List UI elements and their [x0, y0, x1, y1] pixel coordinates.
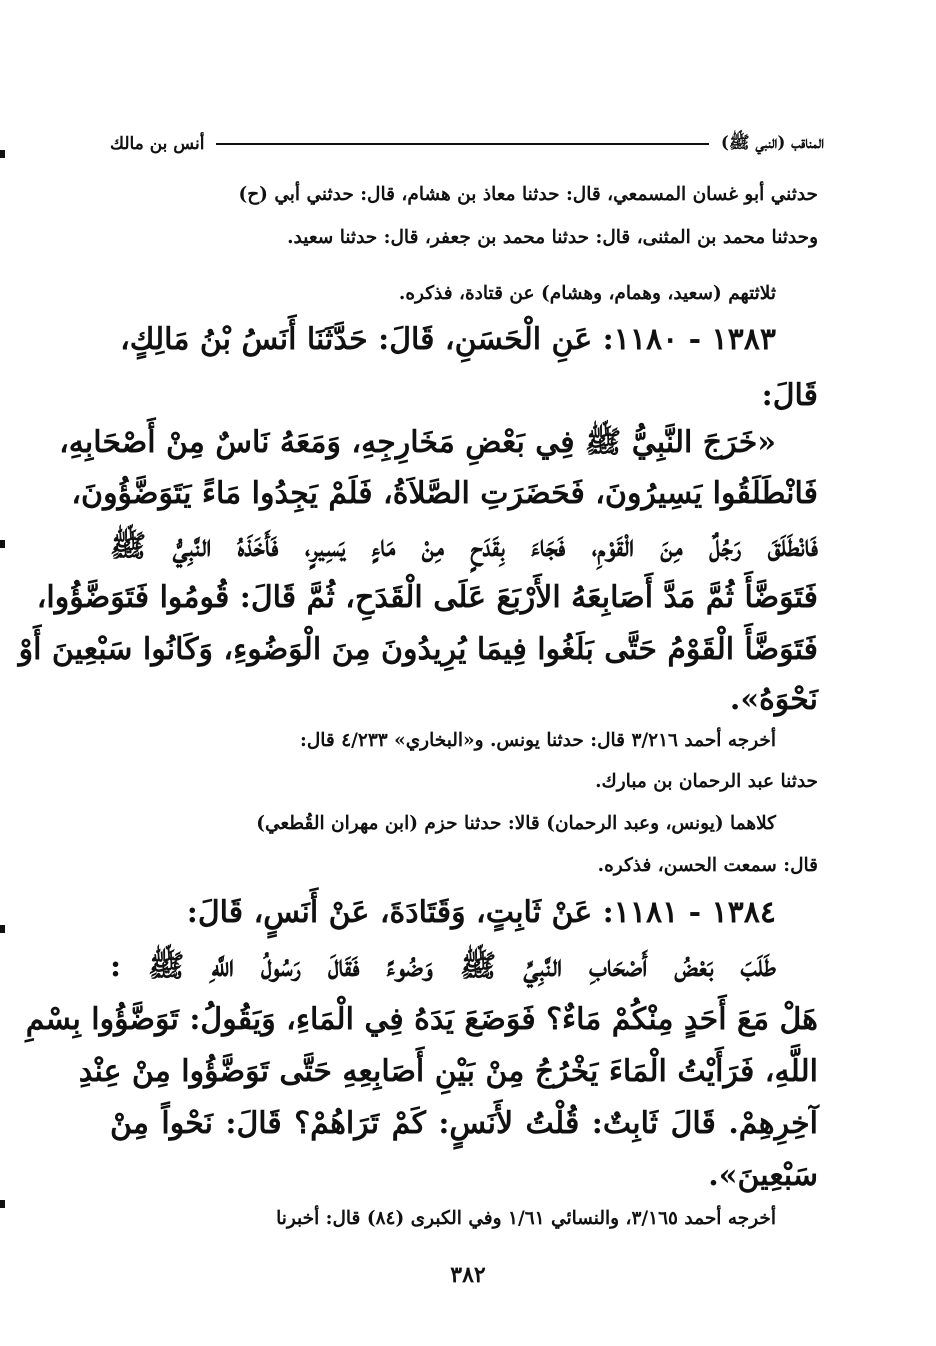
- hadith-line: قَالَ:: [761, 378, 818, 413]
- page-number: ٣٨٢: [450, 1262, 486, 1288]
- takhrij-line: قال: سمعت الحسن، فذكره.: [597, 855, 818, 876]
- hadith-line: فَتَوَضَّأَ الْقَوْمُ حَتَّى بَلَغُوا فِيمَا يُرِيدُونَ مِنَ الْوَضُوءِ، وَكَانُوا سَبْعِينَ أَوْ: [18, 632, 818, 667]
- hadith-line: فَتَوَضَّأَ ثُمَّ مَدَّ أَصَابِعَهُ الأَرْبَعَ عَلَى الْقَدَحِ، ثُمَّ قَالَ: قُومُوا فَتَوَضَّؤُوا،: [36, 580, 818, 615]
- takhrij-line: أخرجه أحمد ٣/٢١٦ قال: حدثنا يونس. و«البخاري» ٤/٢٣٣ قال:: [299, 730, 776, 751]
- hadith-heading: ١٣٨٣ - ١١٨٠: عَنِ الْحَسَنِ، قَالَ: حَدَّثَنَا أَنَسُ بْنُ مَالِكٍ،: [120, 322, 776, 357]
- header-chapter-title: أنس بن مالك: [110, 134, 205, 154]
- hadith-line: طَلَبَ بَعْضُ أَصْحَابِ النَّبِيِّ ﷺ وَضُوءً فَقَالَ رَسُولُ اللَّهِ ﷺ :: [110, 949, 776, 984]
- scan-edge-mark: [0, 925, 5, 933]
- header-rule: [216, 143, 708, 145]
- hadith-line: فَانْطَلَقُوا يَسِيرُونَ، فَحَضَرَتِ الصَّلاَةُ، فَلَمْ يَجِدُوا مَاءً يَتَوَضَّؤُونَ،: [71, 476, 818, 511]
- isnad-line: ثلاثتهم (سعيد، وهمام، وهشام) عن قتادة، فذكره.: [398, 283, 776, 304]
- hadith-line: «خَرَجَ النَّبِيُّ ﷺ فِي بَعْضِ مَخَارِجِهِ، وَمَعَهُ نَاسٌ مِنْ أَصْحَابِهِ،: [59, 425, 776, 460]
- hadith-line: آخِرِهِمْ. قَالَ ثَابِتٌ: قُلْتُ لأَنَسٍ: كَمْ تَرَاهُمْ؟ قَالَ: نَحْواً مِنْ: [110, 1106, 818, 1141]
- hadith-line: اللَّهِ، فَرَأَيْتُ الْمَاءَ يَخْرُجُ مِنْ بَيْنِ أَصَابِعِهِ حَتَّى تَوَضَّؤُوا مِنْ عِنْدِ: [78, 1054, 818, 1089]
- hadith-line: سَبْعِينَ».: [708, 1158, 818, 1193]
- hadith-line: هَلْ مَعَ أَحَدٍ مِنْكُمْ مَاءٌ؟ فَوَضَعَ يَدَهُ فِي الْمَاءِ، وَيَقُولُ: تَوَضَّؤُوا بِسْمِ: [25, 1002, 818, 1037]
- running-header: [110, 128, 824, 160]
- scan-edge-mark: [0, 1200, 5, 1208]
- hadith-heading: ١٣٨٤ - ١١٨١: عَنْ ثَابِتٍ، وَقَتَادَةَ، عَنْ أَنَسٍ، قَالَ:: [186, 895, 776, 930]
- scan-edge-mark: [0, 150, 5, 158]
- hadith-line: فَانْطَلَقَ رَجُلٌ مِنَ الْقَوْمِ، فَجَاءَ بِقَدَحٍ مِنْ مَاءٍ يَسِيرٍ، فَأَخَذَهُ النَّبِيُّ ﷺ: [110, 529, 818, 564]
- takhrij-line: حدثنا عبد الرحمان بن مبارك.: [595, 771, 818, 792]
- isnad-line: حدثني أبو غسان المسمعي، قال: حدثنا معاذ بن هشام، قال: حدثني أبي (ح): [238, 184, 818, 205]
- takhrij-line: أخرجه أحمد ٣/١٦٥، والنسائي ١/٦١ وفي الكبرى (٨٤) قال: أخبرنا: [276, 1208, 776, 1229]
- hadith-line: نَحْوَهُ».: [729, 682, 818, 717]
- scan-edge-mark: [0, 540, 5, 548]
- header-section-title: المناقب (النبي ﷺ): [720, 132, 824, 153]
- takhrij-line: كلاهما (يونس، وعبد الرحمان) قالا: حدثنا حزم (ابن مهران القُطعي): [256, 813, 776, 834]
- isnad-line: وحدثنا محمد بن المثنى، قال: حدثنا محمد بن جعفر، قال: حدثنا سعيد.: [287, 227, 818, 248]
